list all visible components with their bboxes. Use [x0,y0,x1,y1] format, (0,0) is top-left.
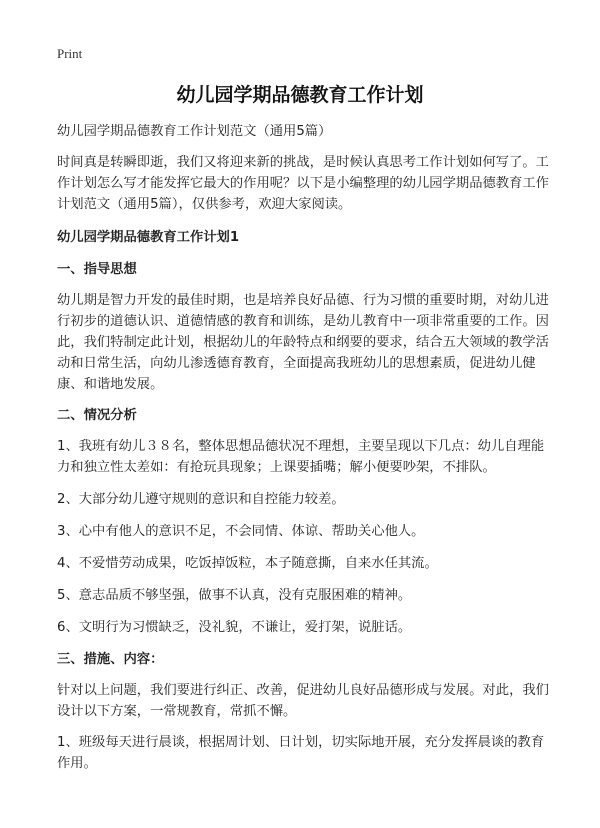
list-item: 5、意志品质不够坚强，做事不认真，没有克服困难的精神。 [57,588,412,603]
list-item: 1、我班有幼儿３８名，整体思想品德状况不理想，主要呈现以下几点：幼儿自理能力和独立性太差如：有抢玩具现象；上课要插嘴；解小便要吵架，不排队。 [57,439,545,475]
section-paragraph-guiding-thought: 幼儿期是智力开发的最佳时期，也是培养良好品德、行为习惯的重要时期，对幼儿进行初步的道德认识、道德情感的教育和训练，是幼儿教育中一项非常重要的工作。因此，我们特制定此计划，根据幼儿的年龄特点和纲要的要求，结合五大领域的教学活动和日常生活，向幼儿渗透德育教育，全面提高我班幼儿的思想素质，促进幼儿健康、和谐地发展。 [57,293,549,392]
list-item: 4、不爱惜劳动成果，吃饭掉饭粒，本子随意撕，自来水任其流。 [57,556,438,571]
intro-paragraph: 时间真是转瞬即逝，我们又将迎来新的挑战，是时候认真思考工作计划如何写了。工作计划怎么写才能发挥它最大的作用呢？以下是小编整理的幼儿园学期品德教育工作计划范文（通用5篇），仅供参考，欢迎大家阅读。 [57,155,549,212]
list-item: 3、心中有他人的意识不足，不会同情、体谅、帮助关心他人。 [57,524,425,539]
section-heading-guiding-thought: 一、指导思想 [57,262,137,277]
plan-title: 幼儿园学期品德教育工作计划1 [57,230,240,245]
document-subtitle: 幼儿园学期品德教育工作计划范文（通用5篇） [57,124,332,139]
page-title: 幼儿园学期品德教育工作计划 [176,84,424,106]
print-link[interactable]: Print [57,46,83,61]
list-item: 1、班级每天进行晨谈，根据周计划、日计划，切实际地开展，充分发挥晨谈的教育作用。 [57,735,545,771]
list-item: 6、文明行为习惯缺乏，没礼貌，不谦让，爱打架，说脏话。 [57,620,412,635]
section-heading-measures: 三、措施、内容： [57,652,164,667]
section-paragraph-measures: 针对以上问题，我们要进行纠正、改善，促进幼儿良好品德形成与发展。对此，我们设计以下方案，一常规教育，常抓不懈。 [57,683,549,719]
section-heading-situation-analysis: 二、情况分析 [57,408,137,423]
list-item: 2、大部分幼儿遵守规则的意识和自控能力较差。 [57,492,345,507]
document-body [57,121,551,785]
